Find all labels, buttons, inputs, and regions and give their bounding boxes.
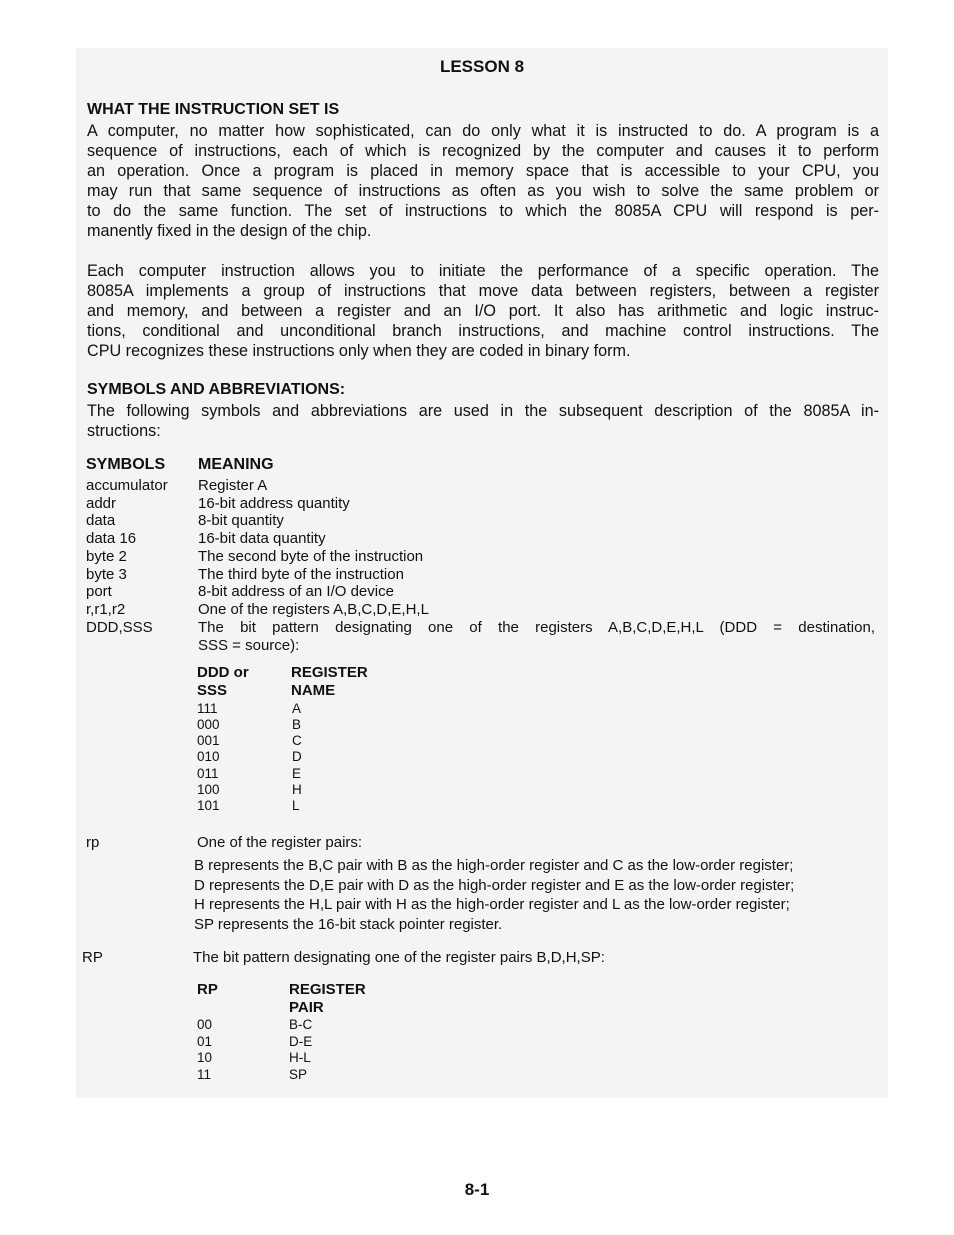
table-row [86, 548, 886, 566]
table-row-continuation [86, 637, 886, 655]
meaning-cell: One of the registers A,B,C,D,E,H,L [198, 601, 429, 618]
column-header-sss: SSS [197, 682, 228, 699]
text-line: an operation. Once a program is placed in memory space that is accessible to your CPU, you [87, 162, 879, 180]
column-header-name: NAME [291, 682, 336, 699]
text-line: CPU recognizes these instructions only when they are coded in binary form. [87, 342, 631, 360]
register-cell: L [292, 798, 300, 813]
symbol-cell: accumulator [86, 477, 168, 494]
table-row [86, 583, 886, 601]
symbol-RP: RP [82, 949, 103, 966]
table-row [86, 566, 886, 584]
table-row [86, 530, 886, 548]
code-cell: 01 [197, 1034, 213, 1049]
meaning-cell: The bit pattern designating one of the registers A,B,C,D,E,H,L (DDD = destination, [198, 619, 875, 636]
text-line: sequence of instructions, each of which is recognized by the computer and causes it to perform [87, 142, 879, 160]
meaning-cell: 16-bit data quantity [198, 530, 326, 547]
text-line: and memory, and between a register and an I/O port. It also has arithmetic and logic instruc- [87, 302, 879, 320]
code-cell: 011 [197, 766, 219, 781]
text-line: Each computer instruction allows you to initiate the performance of a specific operation. The [87, 262, 879, 280]
symbol-cell: DDD,SSS [86, 619, 153, 636]
pair-cell: D-E [289, 1034, 313, 1049]
register-cell: H [292, 782, 302, 797]
code-cell: 000 [197, 717, 220, 732]
symbol-cell: r,r1,r2 [86, 601, 126, 618]
meaning-cell: Register A [198, 477, 268, 494]
text-line: A computer, no matter how sophisticated, can do only what it is instructed to do. A program is a [87, 122, 879, 140]
symbol-cell: byte 2 [86, 548, 127, 565]
text-line: may run that same sequence of instructions as often as you wish to solve the same problem or [87, 182, 879, 200]
register-cell: B [292, 717, 302, 732]
RP-meaning: The bit pattern designating one of the register pairs B,D,H,SP: [193, 949, 605, 966]
text-line: SP represents the 16-bit stack pointer register. [194, 915, 503, 933]
symbol-cell: data 16 [86, 530, 137, 547]
column-header-register: REGISTER [289, 981, 366, 998]
symbol-cell: byte 3 [86, 566, 127, 583]
column-header-rp: RP [197, 981, 218, 998]
meaning-cell: 16-bit address quantity [198, 495, 350, 512]
code-cell: 11 [197, 1067, 212, 1082]
text-line: manently fixed in the design of the chip. [87, 222, 372, 240]
text-line: to do the same function. The set of instructions to which the 8085A CPU will respond is per- [87, 202, 879, 220]
symbol-rp: rp [86, 834, 100, 851]
code-cell: 101 [197, 798, 220, 813]
text-line: 8085A implements a group of instructions that move data between registers, between a register [87, 282, 879, 300]
pair-cell: SP [289, 1067, 308, 1082]
text-line: The following symbols and abbreviations are used in the subsequent description of the 8085A in- [87, 402, 879, 420]
table-row [86, 512, 886, 530]
rp-meaning: One of the register pairs: [197, 834, 363, 851]
meaning-cell: The second byte of the instruction [198, 548, 424, 565]
symbol-cell: addr [86, 495, 117, 512]
pair-cell: H-L [289, 1050, 311, 1065]
table-row [86, 477, 886, 495]
column-header-symbols: SYMBOLS [86, 456, 166, 473]
register-cell: A [292, 701, 302, 716]
symbol-cell: data [86, 512, 116, 529]
text-line: tions, conditional and unconditional branch instructions, and machine control instructions. The [87, 322, 879, 340]
column-header-meaning: MEANING [198, 456, 274, 473]
symbols-intro [87, 401, 879, 441]
page-number: 8-1 [464, 1180, 490, 1199]
table-row [86, 495, 886, 513]
paragraph-2 [87, 261, 879, 361]
pair-cell: B-C [289, 1017, 313, 1032]
meaning-cell: The third byte of the instruction [198, 566, 404, 583]
register-pair-descriptions [194, 856, 872, 934]
register-cell: E [292, 766, 302, 781]
code-cell: 001 [197, 733, 220, 748]
register-code-table [197, 664, 397, 819]
text-line: structions: [87, 422, 161, 440]
meaning-cell: 8-bit quantity [198, 512, 284, 529]
section-heading-instruction-set: WHAT THE INSTRUCTION SET IS [87, 101, 340, 118]
register-cell: C [292, 733, 302, 748]
text-line: B represents the B,C pair with B as the high-order register and C as the low-order register; [194, 857, 794, 874]
register-cell: D [292, 749, 302, 764]
code-cell: 111 [197, 701, 218, 716]
table-row [86, 619, 886, 637]
lesson-title: LESSON 8 [439, 57, 525, 76]
text-line: D represents the D,E pair with D as the high-order register and E as the low-order register; [194, 876, 795, 894]
meaning-cell: 8-bit address of an I/O device [198, 583, 394, 600]
column-header-register: REGISTER [291, 664, 368, 681]
code-cell: 00 [197, 1017, 213, 1032]
column-header-ddd: DDD or [197, 664, 249, 681]
section-heading-symbols: SYMBOLS AND ABBREVIATIONS: [87, 381, 346, 398]
paragraph-1 [87, 121, 879, 241]
column-header-pair: PAIR [289, 999, 324, 1016]
table-row [86, 601, 886, 619]
code-cell: 010 [197, 749, 220, 764]
meaning-cell: SSS = source): [198, 637, 300, 654]
code-cell: 10 [197, 1050, 213, 1065]
symbol-cell: port [86, 583, 112, 600]
code-cell: 100 [197, 782, 220, 797]
register-pair-table [197, 981, 397, 1086]
text-line: H represents the H,L pair with H as the high-order register and L as the low-order register; [194, 896, 790, 913]
